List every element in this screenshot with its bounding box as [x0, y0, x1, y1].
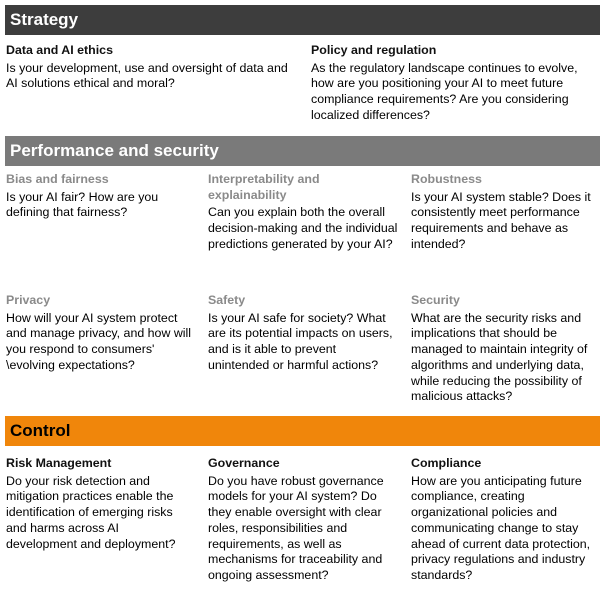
performance-header	[5, 136, 600, 166]
control-header	[5, 416, 600, 446]
safety-text: Is your AI safe for society? What are its potential impacts on users, and is it able to prevent unintended or harmful actions?	[208, 310, 393, 372]
control-title: Control	[10, 421, 71, 440]
policy-regulation-text: As the regulatory landscape continues to evolve, how are you positioning your AI to meet future compliance requirements? Are you considering localized differences?	[311, 60, 578, 122]
interpretability-heading: Interpretability and explainability	[208, 172, 320, 202]
compliance-block	[411, 456, 601, 584]
data-ai-ethics-text: Is your development, use and oversight of data and AI solutions ethical and moral?	[6, 60, 288, 91]
data-ai-ethics-block	[6, 43, 291, 92]
bias-fairness-block	[6, 172, 196, 221]
governance-heading: Governance	[208, 456, 280, 470]
policy-regulation-heading: Policy and regulation	[311, 43, 437, 57]
security-text: What are the security risks and implications that should be managed to maintain integrity of algorithms and underlying data, while reducing the possibility of malicious attacks?	[411, 310, 588, 404]
safety-block	[208, 293, 400, 374]
compliance-heading: Compliance	[411, 456, 482, 470]
robustness-text: Is your AI system stable? Does it consistently meet performance requirements and behave as intended?	[411, 189, 591, 251]
risk-management-text: Do your risk detection and mitigation practices enable the identification of emerging risks and harms across AI development and deployment?	[6, 473, 176, 551]
privacy-text: How will your AI system protect and manage privacy, and how will you respond to consumers' \evolving expectations?	[6, 310, 192, 372]
governance-text: Do you have robust governance models for your AI system? Do they enable oversight with clear roles, responsibilities and requirements, as well as mechanisms for traceability and ongoing assessment?	[208, 473, 384, 582]
risk-management-heading: Risk Management	[6, 456, 112, 470]
performance-title: Performance and security	[10, 141, 219, 160]
governance-block	[208, 456, 400, 584]
bias-fairness-heading: Bias and fairness	[6, 172, 109, 186]
policy-regulation-block	[311, 43, 601, 124]
compliance-text: How are you anticipating future compliance, creating organizational policies and communicating change to stay ahead of current data protection, privacy regulations and industry standards?	[411, 473, 591, 582]
bias-fairness-text: Is your AI fair? How are you defining that fairness?	[6, 189, 159, 220]
privacy-block	[6, 293, 198, 374]
robustness-block	[411, 172, 603, 253]
security-block	[411, 293, 603, 405]
robustness-heading: Robustness	[411, 172, 482, 186]
risk-management-block	[6, 456, 191, 552]
interpretability-text: Can you explain both the overall decision-making and the individual predictions generated by your AI?	[208, 205, 398, 251]
data-ai-ethics-heading: Data and AI ethics	[6, 43, 113, 57]
strategy-title: Strategy	[10, 10, 79, 29]
strategy-header	[5, 5, 600, 35]
privacy-heading: Privacy	[6, 293, 51, 307]
interpretability-block	[208, 172, 400, 253]
safety-heading: Safety	[208, 293, 246, 307]
security-heading: Security	[411, 293, 460, 307]
